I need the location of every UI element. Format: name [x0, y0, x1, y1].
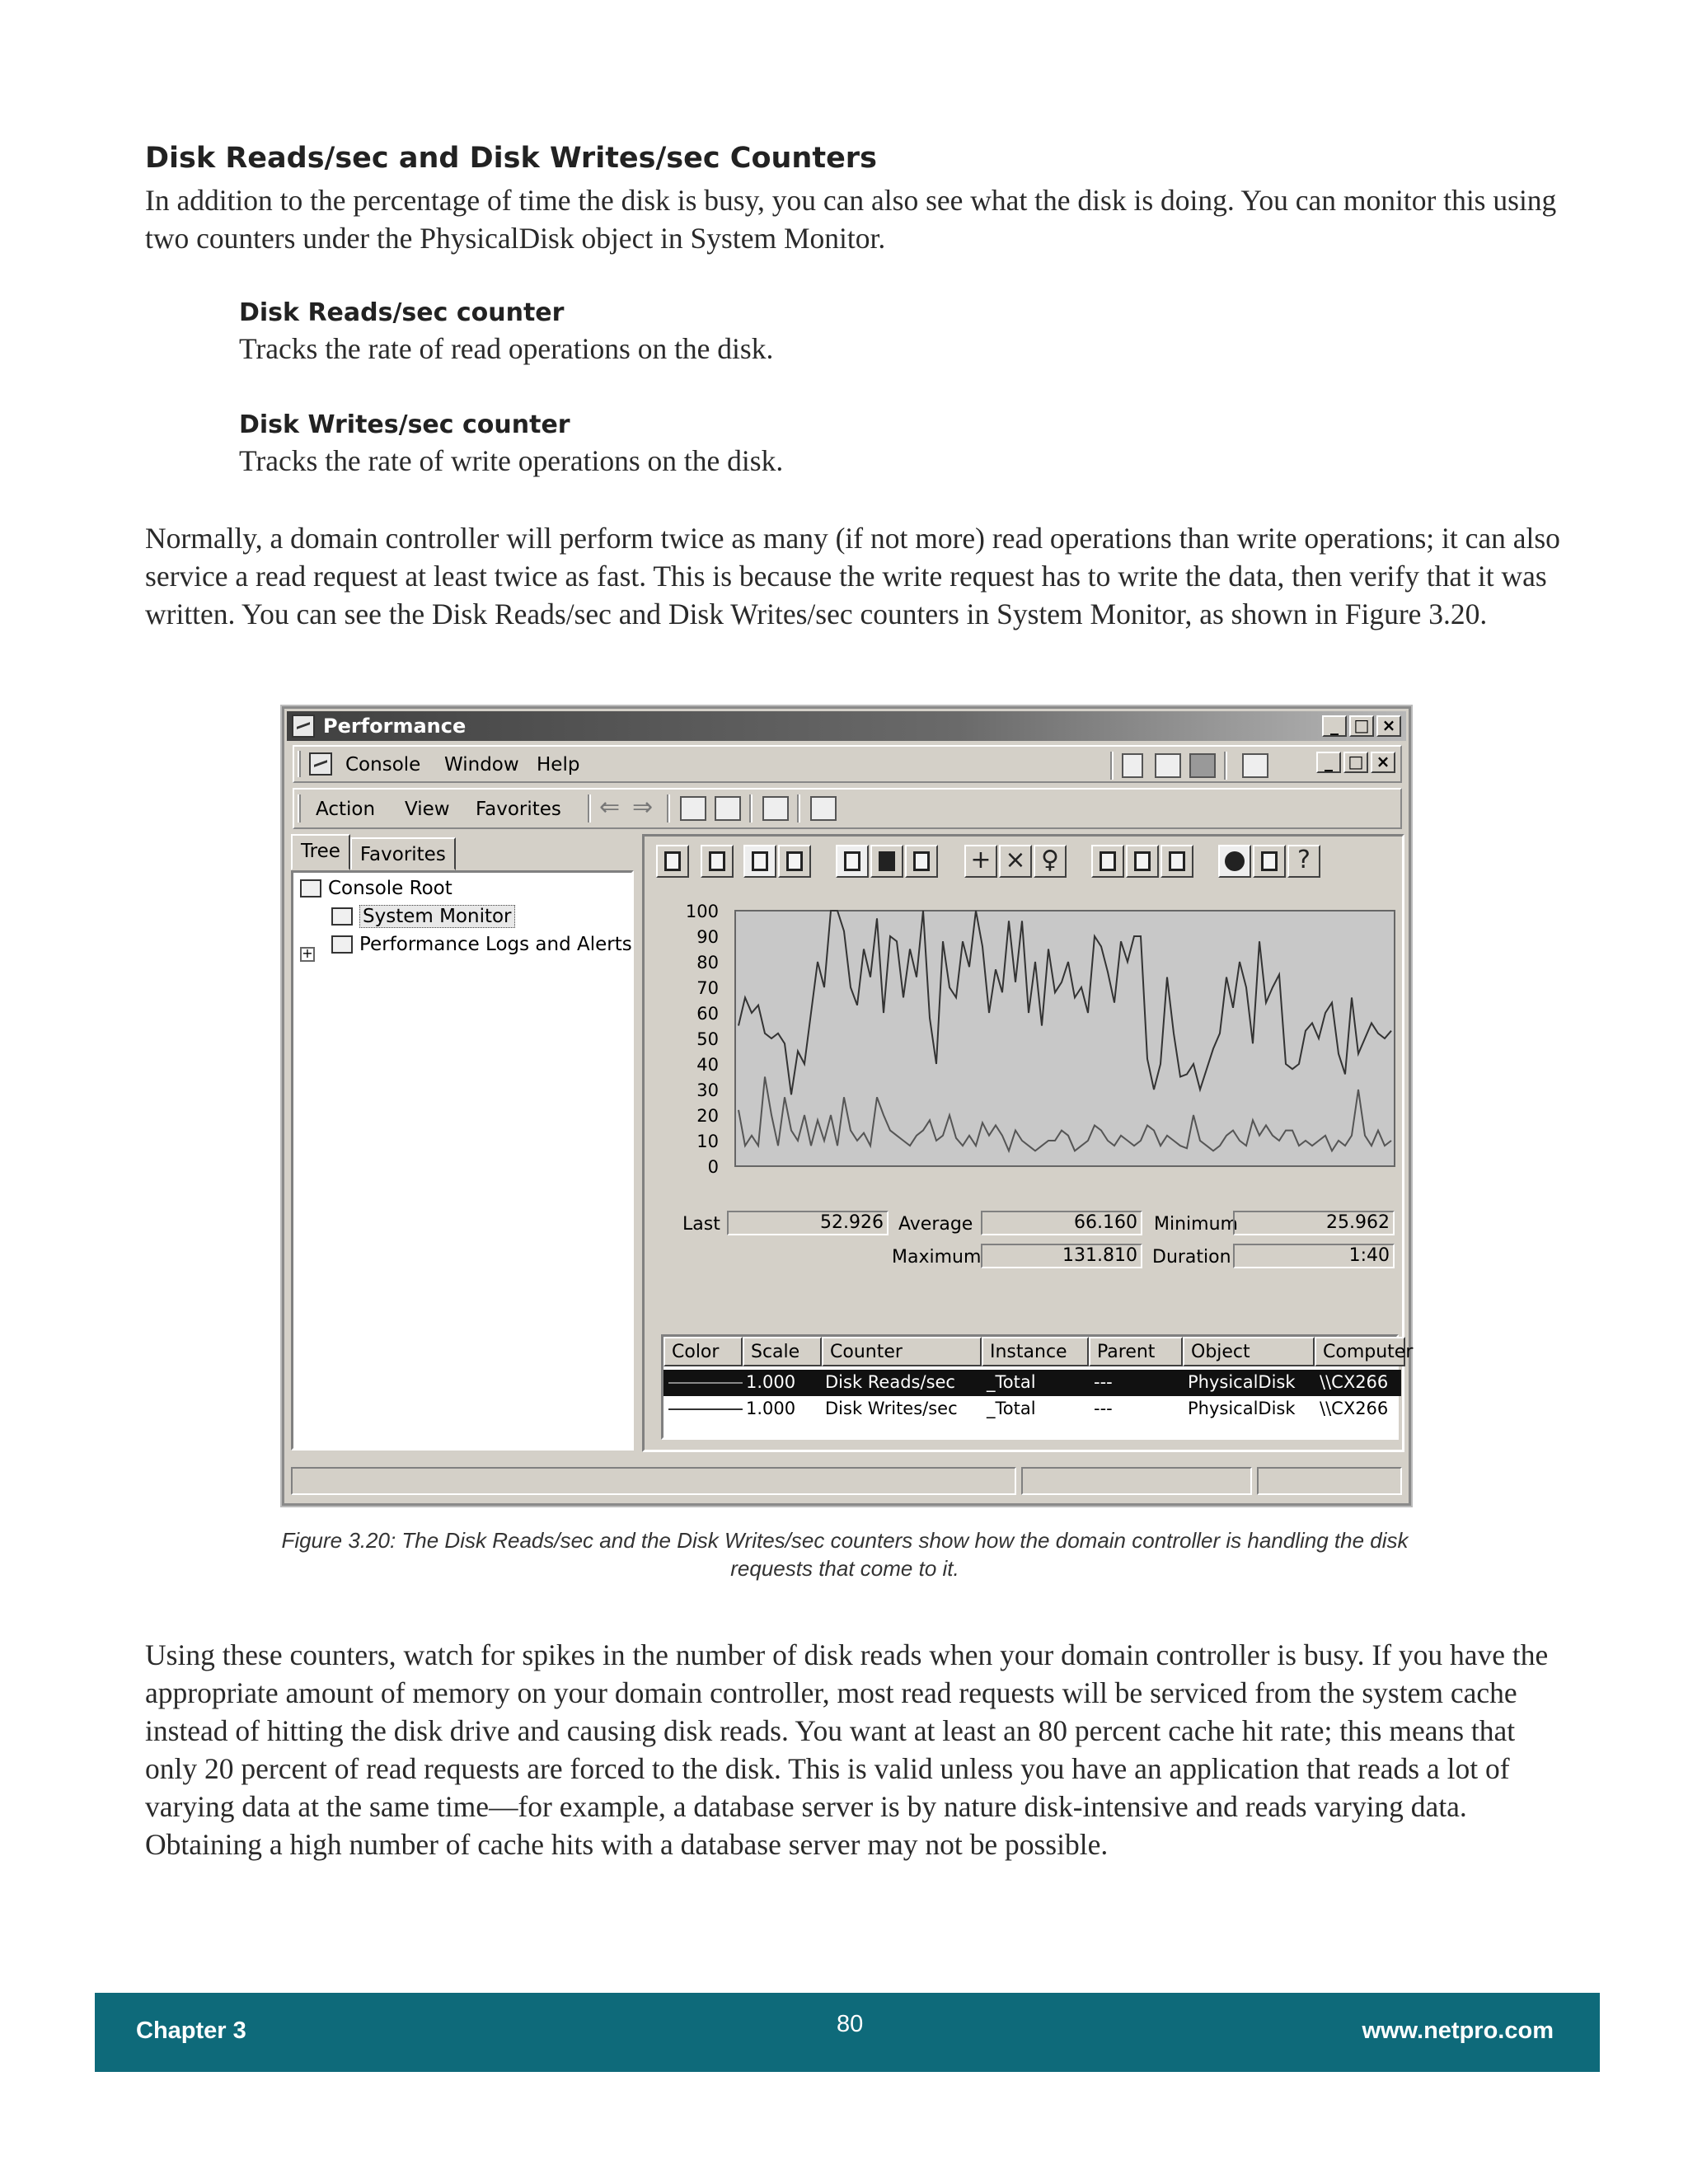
tab-tree[interactable]: Tree — [291, 834, 350, 870]
tree-item-system-monitor[interactable] — [331, 906, 515, 927]
page-footer — [95, 1993, 1600, 2072]
definition-term: Disk Reads/sec counter — [239, 298, 565, 327]
footer-page-number: 80 — [837, 2011, 864, 2037]
save-icon[interactable] — [1189, 753, 1216, 778]
performance-window — [282, 706, 1414, 1506]
separator — [749, 794, 753, 823]
forward-arrow-icon[interactable]: ⇒ — [632, 793, 654, 822]
help-icon[interactable]: ? — [1287, 845, 1320, 878]
close-button[interactable]: × — [1376, 715, 1401, 737]
definition-description: Tracks the rate of read operations on the disk. — [239, 332, 774, 365]
y-tick-label: 80 — [696, 953, 719, 972]
menu-favorites[interactable]: Favorites — [476, 799, 561, 820]
column-header-parent[interactable]: Parent — [1089, 1337, 1183, 1366]
separator — [667, 794, 670, 823]
y-tick-label: 60 — [696, 1004, 719, 1024]
tree-item-label: Console Root — [328, 878, 452, 899]
y-tick-label: 70 — [696, 978, 719, 998]
child-restore-button[interactable]: □ — [1343, 752, 1368, 773]
y-tick-label: 20 — [696, 1106, 719, 1126]
tab-favorites[interactable]: Favorites — [350, 837, 456, 870]
tree-item-performance-logs[interactable] — [331, 934, 632, 955]
legend-row[interactable] — [663, 1370, 1401, 1396]
object-cell: PhysicalDisk — [1188, 1372, 1296, 1392]
section-heading: Disk Reads/sec and Disk Writes/sec Counters — [145, 142, 877, 175]
y-tick-label: 40 — [696, 1055, 719, 1075]
intro-paragraph: In addition to the percentage of time the disk is busy, you can also see what the disk is doing. You can monitor this using two counters under the PhysicalDisk object in System Monitor. — [145, 184, 1557, 255]
open-icon[interactable] — [1155, 753, 1181, 778]
system-monitor-pane — [642, 834, 1414, 1452]
tree-item-label: System Monitor — [359, 905, 515, 928]
tree-item-label: Performance Logs and Alerts — [359, 934, 632, 955]
help-icon[interactable] — [810, 796, 837, 821]
minimum-value: 25.962 — [1233, 1211, 1395, 1235]
column-header-computer[interactable]: Computer — [1315, 1337, 1405, 1366]
menu-help[interactable]: Help — [537, 754, 580, 776]
instance-cell: _Total — [987, 1372, 1036, 1392]
menu-console[interactable]: Console — [345, 754, 421, 776]
title-bar — [287, 711, 1406, 741]
footer-url: www.netpro.com — [1362, 2018, 1554, 2044]
computer-cell: \\CX266 — [1320, 1399, 1389, 1418]
duration-label: Duration — [1152, 1247, 1231, 1268]
separator — [588, 794, 591, 823]
scale-cell: 1.000 — [746, 1372, 796, 1392]
y-tick-label: 10 — [696, 1132, 719, 1151]
properties-icon[interactable] — [762, 796, 789, 821]
y-tick-label: 90 — [696, 927, 719, 947]
column-header-instance[interactable]: Instance — [982, 1337, 1089, 1366]
window-title: Performance — [323, 715, 467, 738]
add-icon[interactable]: + — [964, 845, 997, 878]
child-close-button[interactable]: × — [1371, 752, 1395, 773]
minimize-button[interactable]: _ — [1322, 715, 1347, 737]
counter-cell: Disk Writes/sec — [825, 1399, 958, 1418]
menu-window[interactable]: Window — [444, 754, 519, 776]
tree-view — [291, 870, 634, 1451]
color-swatch — [668, 1382, 743, 1384]
column-header-scale[interactable]: Scale — [743, 1337, 822, 1366]
counter-cell: Disk Reads/sec — [825, 1372, 955, 1392]
highlight-icon[interactable]: ♀ — [1034, 845, 1067, 878]
object-cell: PhysicalDisk — [1188, 1399, 1296, 1418]
average-label: Average — [898, 1214, 973, 1235]
new-window-icon[interactable] — [1242, 753, 1268, 778]
tree-pane — [291, 834, 634, 1452]
minimum-label: Minimum — [1154, 1214, 1238, 1235]
up-level-icon[interactable] — [680, 796, 706, 821]
folder-icon — [300, 879, 321, 898]
toolbar-grip[interactable] — [298, 794, 301, 823]
definition-description: Tracks the rate of write operations on the disk. — [239, 444, 784, 477]
figure-caption: Figure 3.20: The Disk Reads/sec and the Disk Writes/sec counters show how the domain controller is handling the disk requests that come to it. — [281, 1528, 1409, 1581]
status-segment — [291, 1467, 1016, 1495]
counter-legend — [661, 1334, 1414, 1440]
menu-view[interactable]: View — [405, 799, 450, 820]
column-header-object[interactable]: Object — [1183, 1337, 1315, 1366]
maximum-value: 131.810 — [981, 1244, 1142, 1268]
instance-cell: _Total — [987, 1399, 1036, 1418]
parent-cell: --- — [1094, 1399, 1113, 1418]
show-hide-tree-icon[interactable] — [715, 796, 741, 821]
legend-row[interactable] — [663, 1396, 1401, 1422]
column-header-color[interactable]: Color — [663, 1337, 743, 1366]
menu-bar — [293, 745, 1402, 783]
y-tick-label: 100 — [685, 902, 719, 921]
performance-logs-icon — [331, 935, 353, 954]
status-segment — [1021, 1467, 1252, 1495]
maximize-button[interactable]: □ — [1349, 715, 1374, 737]
definition-term: Disk Writes/sec counter — [239, 410, 570, 439]
average-value: 66.160 — [981, 1211, 1142, 1235]
y-tick-label: 50 — [696, 1029, 719, 1049]
new-icon[interactable] — [1122, 753, 1143, 778]
separator — [1110, 752, 1114, 780]
child-minimize-button[interactable]: _ — [1316, 752, 1341, 773]
y-tick-label: 0 — [707, 1157, 719, 1177]
delete-icon[interactable]: × — [999, 845, 1032, 878]
status-segment — [1257, 1467, 1402, 1495]
tree-item-console-root[interactable] — [300, 878, 452, 899]
action-toolbar — [293, 788, 1402, 829]
separator — [1224, 752, 1227, 780]
body-paragraph: Using these counters, watch for spikes in the number of disk reads when your domain controller is busy. If you have the appropriate amount of memory on your domain controller, most read requests will be serviced from the system cache instead of hitting the disk drive and causing disk reads. You want at least an 80 percent cache hit rate; this means that only 20 percent of read requests are forced to the disk. This is valid unless you have an application that reads a lot of varying data at the same time—for example, a database server is by nature disk-intensive and reads varying data. Obtaining a high number of cache hits with a database server may not be possible. — [145, 1638, 1549, 1861]
y-tick-label: 30 — [696, 1080, 719, 1100]
last-label: Last — [682, 1214, 720, 1235]
system-monitor-icon — [331, 907, 353, 926]
console-icon — [309, 752, 332, 776]
maximum-label: Maximum — [892, 1247, 982, 1268]
duration-value: 1:40 — [1233, 1244, 1395, 1268]
footer-chapter: Chapter 3 — [136, 2018, 246, 2044]
parent-cell: --- — [1094, 1372, 1113, 1392]
expand-icon[interactable]: + — [300, 947, 315, 962]
toolbar-grip[interactable] — [298, 751, 301, 777]
line-graph — [645, 837, 1407, 1183]
back-arrow-icon[interactable]: ⇐ — [599, 793, 621, 822]
performance-icon — [292, 715, 315, 738]
color-swatch — [668, 1408, 743, 1410]
status-bar — [291, 1465, 1402, 1497]
scale-cell: 1.000 — [746, 1399, 796, 1418]
separator — [797, 794, 800, 823]
body-paragraph: Normally, a domain controller will perform twice as many (if not more) read operations than write operations; it can also service a read request at least twice as fast. This is because the write request has to write the data, then verify that it was written. You can see the Disk Reads/sec and Disk Writes/sec counters in System Monitor, as shown in Figure 3.20. — [145, 522, 1560, 630]
menu-action[interactable]: Action — [316, 799, 376, 820]
computer-cell: \\CX266 — [1320, 1372, 1389, 1392]
last-value: 52.926 — [727, 1211, 889, 1235]
column-header-counter[interactable]: Counter — [822, 1337, 982, 1366]
